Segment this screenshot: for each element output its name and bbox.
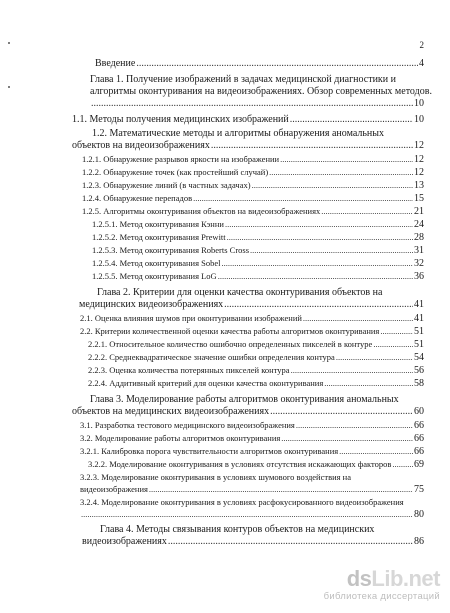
leader-dots [296, 420, 413, 430]
toc-entry-1-2-4[interactable] [82, 193, 424, 204]
leader-dots [324, 378, 413, 388]
toc-entry-page: 12 [414, 167, 424, 178]
toc-entry-title: 2.2.2. Среднеквадратическое значение ошибки определения контура [88, 352, 335, 362]
dslib-subtitle: библиотека диссертаций [323, 591, 440, 602]
leader-dots [280, 154, 413, 164]
toc-entry-page: 80 [414, 509, 424, 520]
leader-dots [392, 459, 413, 469]
toc-entry-1-2-cont [72, 140, 424, 151]
leader-dots [225, 219, 413, 229]
toc-chapter-1-page-line [90, 98, 424, 109]
toc-entry-1-2[interactable]: 1.2. Математические методы и алгоритмы обнаружения аномальных [92, 128, 384, 139]
toc-entry-title: видеоизображениях [82, 536, 167, 547]
toc-entry-page: 41 [414, 313, 424, 324]
toc-entry-2-2-4[interactable] [88, 378, 424, 389]
toc-entry-3-2-2[interactable] [88, 459, 424, 470]
toc-entry-page: 75 [414, 484, 424, 495]
toc-entry-page: 15 [414, 193, 424, 204]
toc-chapter-4-title-cont [82, 536, 424, 547]
toc-entry-1-2-5-2[interactable] [92, 232, 424, 243]
leader-dots [168, 536, 413, 547]
toc-chapter-3-title-cont [72, 406, 424, 417]
toc-entry-title: 3.2.2. Моделирование оконтуривания в условиях отсутствия искажающих факторов [88, 459, 392, 469]
toc-entry-3-2[interactable] [80, 433, 424, 444]
toc-entry-page: 66 [414, 446, 424, 457]
toc-entry-1-2-2[interactable] [82, 167, 424, 178]
toc-entry-1-1[interactable] [72, 114, 424, 125]
toc-entry-2-1[interactable] [80, 313, 424, 324]
toc-entry-1-2-5-4[interactable] [92, 258, 424, 269]
toc-entry-page: 10 [414, 114, 424, 125]
toc-entry-page: 36 [414, 271, 424, 282]
toc-entry-page: 24 [414, 219, 424, 230]
leader-dots [373, 339, 413, 349]
toc-entry-title: 2.2. Критерии количественной оценки качества работы алгоритмов оконтуривания [80, 326, 380, 336]
toc-entry-2-2[interactable] [80, 326, 424, 337]
toc-entry-title: объектов на видеоизображениях [72, 140, 210, 151]
toc-entry-page: 86 [414, 536, 424, 547]
toc-entry-page: 69 [414, 459, 424, 470]
toc-entry-3-2-3[interactable]: 3.2.3. Моделирование оконтуривания в условиях шумового воздействия на [80, 472, 351, 482]
toc-entry-3-2-4-cont [80, 509, 424, 520]
page-number: 2 [419, 40, 424, 50]
toc-chapter-1-title-cont: алгоритмы оконтуривания на видеоизображениях. Обзор современных методов. [90, 86, 432, 97]
toc-entry-title: объектов на медицинских видеоизображениях [72, 406, 270, 417]
toc-entry-page: 66 [414, 433, 424, 444]
leader-dots [227, 232, 413, 242]
dslib-logo: dsLib.net [346, 566, 440, 591]
leader-dots [290, 114, 413, 125]
toc-entry-title: 1.2.5.3. Метод оконтуривания Roberts Cross [92, 245, 250, 255]
toc-entry-2-2-1[interactable] [88, 339, 424, 350]
toc-entry-1-2-5-1[interactable] [92, 219, 424, 230]
toc-entry-page: 31 [414, 245, 424, 256]
leader-dots [303, 313, 413, 323]
leader-dots [380, 326, 413, 336]
toc-entry-1-2-1[interactable] [82, 154, 424, 165]
leader-dots [136, 58, 418, 69]
toc-entry-page: 12 [414, 154, 424, 165]
toc-entry-page: 21 [414, 206, 424, 217]
toc-entry-1-2-5[interactable] [82, 206, 424, 217]
toc-chapter-4-title[interactable]: Глава 4. Методы связывания контуров объектов на медицинских [100, 524, 375, 535]
toc-entry-page: 10 [414, 98, 424, 109]
toc-entry-title: 3.2.1. Калибровка порога чувствительности алгоритмов оконтуривания [80, 446, 339, 456]
leader-dots [193, 193, 413, 203]
toc-entry-page: 4 [419, 58, 424, 69]
leader-dots [270, 406, 413, 417]
toc-entry-title: видеоизображения [80, 484, 148, 494]
toc-chapter-2-title[interactable]: Глава 2. Критерии для оценки качества оконтуривания объектов на [97, 287, 383, 298]
leader-dots [91, 98, 413, 109]
toc-entry-2-2-3[interactable] [88, 365, 424, 376]
toc-chapter-2-title-cont [79, 299, 424, 310]
toc-chapter-3-title[interactable]: Глава 3. Моделирование работы алгоритмов оконтуривания аномальных [90, 394, 399, 405]
toc-entry-title: 1.2.5. Алгоритмы оконтуривания объектов на видеоизображениях [82, 206, 321, 216]
toc-entry-title: 1.2.5.5. Метод оконтуривания LoG [92, 271, 217, 281]
toc-entry-page: 66 [414, 420, 424, 431]
leader-dots [291, 365, 413, 375]
toc-entry-title: 2.1. Оценка влияния шумов при оконтуривании изображений [80, 313, 302, 323]
toc-entry-title: Введение [95, 58, 136, 69]
toc-entry-page: 32 [414, 258, 424, 269]
toc-entry-title: 1.1. Методы получения медицинских изображений [72, 114, 289, 125]
toc-entry-title: 2.2.3. Оценка количества потерянных пикселей контура [88, 365, 290, 375]
leader-dots [250, 245, 413, 255]
toc-entry-3-2-3-cont [80, 484, 424, 495]
toc-entry-title: 1.2.5.2. Метод оконтуривания Prewitt [92, 232, 226, 242]
leader-dots [149, 484, 413, 494]
toc-entry-1-2-5-5[interactable] [92, 271, 424, 282]
toc-entry-title: 1.2.1. Обнаружение разрывов яркости на изображении [82, 154, 280, 164]
toc-entry-title: медицинских видеоизображениях [79, 299, 224, 310]
leader-dots [221, 258, 413, 268]
leader-dots [269, 167, 413, 177]
toc-entry-title: 3.2. Моделирование работы алгоритмов оконтуривания [80, 433, 281, 443]
leader-dots [252, 180, 413, 190]
toc-entry-title: 1.2.4. Обнаружение перепадов [82, 193, 193, 203]
leader-dots [211, 140, 413, 151]
toc-entry-2-2-2[interactable] [88, 352, 424, 363]
toc-entry-1-2-3[interactable] [82, 180, 424, 191]
leader-dots [218, 271, 413, 281]
leader-dots [321, 206, 413, 216]
toc-entry-title: 1.2.3. Обнаружение линий (в частных задачах) [82, 180, 251, 190]
toc-entry-page: 60 [414, 406, 424, 417]
toc-entry-title: 2.2.1. Относительное количество ошибочно определенных пикселей в контуре [88, 339, 373, 349]
toc-entry-3-1[interactable] [80, 420, 424, 431]
toc-entry-page: 56 [414, 365, 424, 376]
toc-chapter-1-title[interactable]: Глава 1. Получение изображений в задачах медицинской диагностики и [90, 74, 396, 85]
leader-dots [224, 299, 413, 310]
leader-dots [336, 352, 413, 362]
toc-entry-title: 1.2.5.4. Метод оконтуривания Sobel [92, 258, 221, 268]
toc-entry-1-2-5-3[interactable] [92, 245, 424, 256]
leader-dots [281, 433, 413, 443]
toc-entry-page: 13 [414, 180, 424, 191]
toc-entry-title: 2.2.4. Аддитивный критерий для оценки качества оконтуривания [88, 378, 324, 388]
toc-entry-title: 1.2.2. Обнаружение точек (как простейший случай) [82, 167, 269, 177]
toc-entry-page: 12 [414, 140, 424, 151]
toc-entry-3-2-1[interactable] [80, 446, 424, 457]
toc-entry-page: 51 [414, 326, 424, 337]
toc-entry-page: 54 [414, 352, 424, 363]
leader-dots [339, 446, 413, 456]
toc-entry-title: 3.1. Разработка тестового медицинского видеоизображения [80, 420, 295, 430]
toc-entry-page: 51 [414, 339, 424, 350]
toc-entry-3-2-4[interactable]: 3.2.4. Моделирование оконтуривания в условиях расфокусированного видеоизображения [80, 497, 404, 507]
toc-entry-title: 1.2.5.1. Метод оконтуривания Кэнни [92, 219, 224, 229]
toc-entry-page: 58 [414, 378, 424, 389]
toc-entry-page: 28 [414, 232, 424, 243]
toc-entry-page: 41 [414, 299, 424, 310]
leader-dots [81, 509, 413, 519]
dslib-watermark [322, 567, 440, 607]
toc-entry-intro[interactable] [95, 58, 424, 69]
